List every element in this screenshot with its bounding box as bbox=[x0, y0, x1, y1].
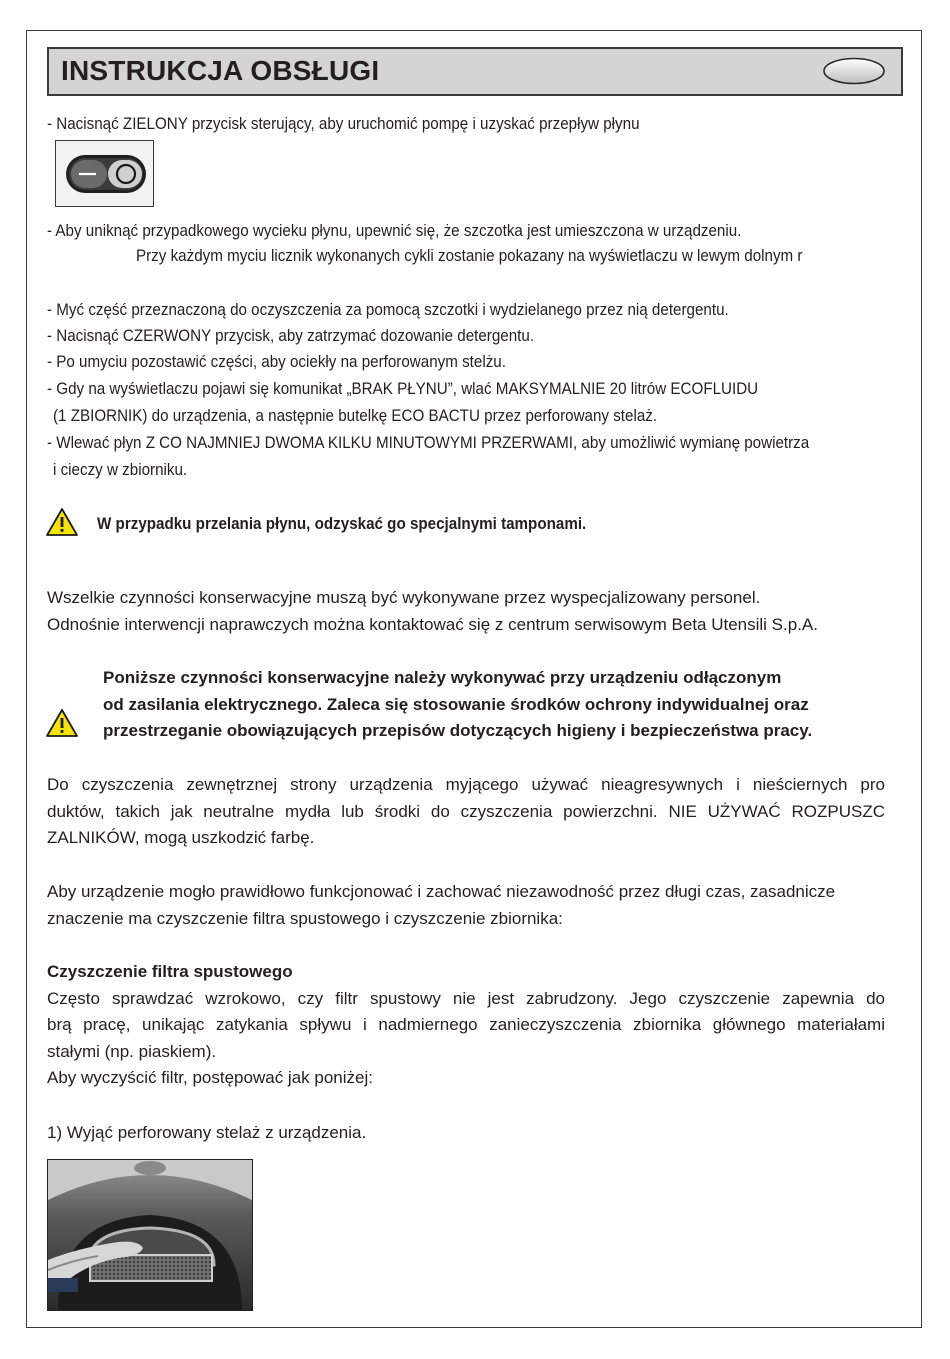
paragraph-line: Aby wyczyścić filtr, postępować jak poniżej: bbox=[47, 1068, 373, 1087]
maintenance-intro bbox=[47, 585, 887, 638]
list-item: (1 ZBIORNIK) do urządzenia, a następnie butelkę ECO BACTU przez perforowany stelaż. bbox=[53, 407, 658, 425]
paragraph-line: Często sprawdzać wzrokowo, czy filtr spustowy nie jest zabrudzony. Jego czyszczenie zapewnia do bbox=[47, 988, 885, 1008]
paragraph-line: Do czyszczenia zewnętrznej strony urządzenia myjącego używać nieagresywnych i nieściernych pro bbox=[47, 775, 885, 794]
step-green-button: - Nacisnąć ZIELONY przycisk sterujący, aby uruchomić pompę i uzyskać przepływ płynu bbox=[47, 115, 640, 133]
filter-cleaning-section bbox=[47, 959, 887, 1092]
exterior-cleaning-paragraph bbox=[47, 772, 887, 852]
reliability-paragraph bbox=[47, 879, 887, 932]
control-button-photo bbox=[55, 140, 154, 207]
list-item: i cieczy w zbiorniku. bbox=[53, 461, 188, 479]
list-item: - Gdy na wyświetlaczu pojawi się komunikat „BRAK PŁYNU”, wlać MAKSYMALNIE 20 litrów ECOFLUIDU bbox=[47, 380, 759, 398]
paragraph-line: Aby urządzenie mogło prawidłowo funkcjonować i zachować niezawodność przez długi czas, zasadnicze bbox=[47, 882, 836, 901]
warning-spill-text: W przypadku przelania płynu, odzyskać go specjalnymi tamponami. bbox=[97, 515, 587, 533]
maintenance-intro-line: Odnośnie interwencji naprawczych można kontaktować się z centrum serwisowym Beta Utensili S.p.A. bbox=[47, 614, 818, 634]
warning-icon bbox=[45, 708, 79, 738]
step-counter: Przy każdym myciu licznik wykonanych cykli zostanie pokazany na wyświetlaczu w lewym dolnym r bbox=[136, 247, 803, 265]
paragraph-line: znaczenie ma czyszczenie filtra spustowego i czyszczenie zbiornika: bbox=[47, 908, 563, 928]
start-stop-button-icon bbox=[56, 141, 153, 206]
filter-heading: Czyszczenie filtra spustowego bbox=[47, 962, 293, 981]
maintenance-safety-warning bbox=[103, 665, 893, 745]
list-item: - Nacisnąć CZERWONY przycisk, aby zatrzymać dozowanie detergentu. bbox=[47, 327, 535, 345]
paragraph-line: brą pracę, unikając zatykania spływu i nadmiernego zanieczyszczenia zbiornika głównego materiałami bbox=[47, 1015, 885, 1034]
warning-line: od zasilania elektrycznego. Zaleca się stosowanie środków ochrony indywidualnej oraz bbox=[103, 694, 809, 714]
paragraph-line: ZALNIKÓW, mogą uszkodzić farbę. bbox=[47, 828, 315, 847]
list-item: - Myć część przeznaczoną do oczyszczenia za pomocą szczotki i wydzielanego przez nią detergentu. bbox=[47, 301, 729, 319]
warning-line: przestrzeganie obowiązujących przepisów dotyczących higieny i bezpieczeństwa pracy. bbox=[103, 721, 813, 740]
maintenance-intro-line: Wszelkie czynności konserwacyjne muszą być wykonywane przez wyspecjalizowany personel. bbox=[47, 588, 761, 607]
perforated-rack-image bbox=[48, 1160, 252, 1310]
list-item: - Po umyciu pozostawić części, aby ociekły na perforowanym stelżu. bbox=[47, 353, 506, 371]
paragraph-line: duktów, takich jak neutralne mydła lub środki do czyszczenia powierzchni. NIE UŻYWAĆ ROZPUSZC bbox=[47, 801, 885, 821]
page-title: INSTRUKCJA OBSŁUGI bbox=[61, 55, 380, 86]
step-1 bbox=[47, 1120, 887, 1147]
step-1-text: 1) Wyjąć perforowany stelaż z urządzenia. bbox=[47, 1123, 367, 1142]
section-header bbox=[47, 47, 903, 96]
paragraph-line: stałymi (np. piaskiem). bbox=[47, 1041, 217, 1061]
rack-removal-photo bbox=[47, 1159, 253, 1311]
step-brush: - Aby uniknąć przypadkowego wycieku płynu, upewnić się, że szczotka jest umieszczona w urządzeniu. bbox=[47, 222, 742, 240]
header-oval-icon bbox=[823, 57, 885, 85]
warning-icon bbox=[45, 507, 79, 537]
list-item: - Wlewać płyn Z CO NAJMNIEJ DWOMA KILKU MINUTOWYMI PRZERWAMI, aby umożliwić wymianę powietrza bbox=[47, 434, 810, 452]
warning-line: Poniższe czynności konserwacyjne należy wykonywać przy urządzeniu odłączonym bbox=[103, 668, 782, 687]
